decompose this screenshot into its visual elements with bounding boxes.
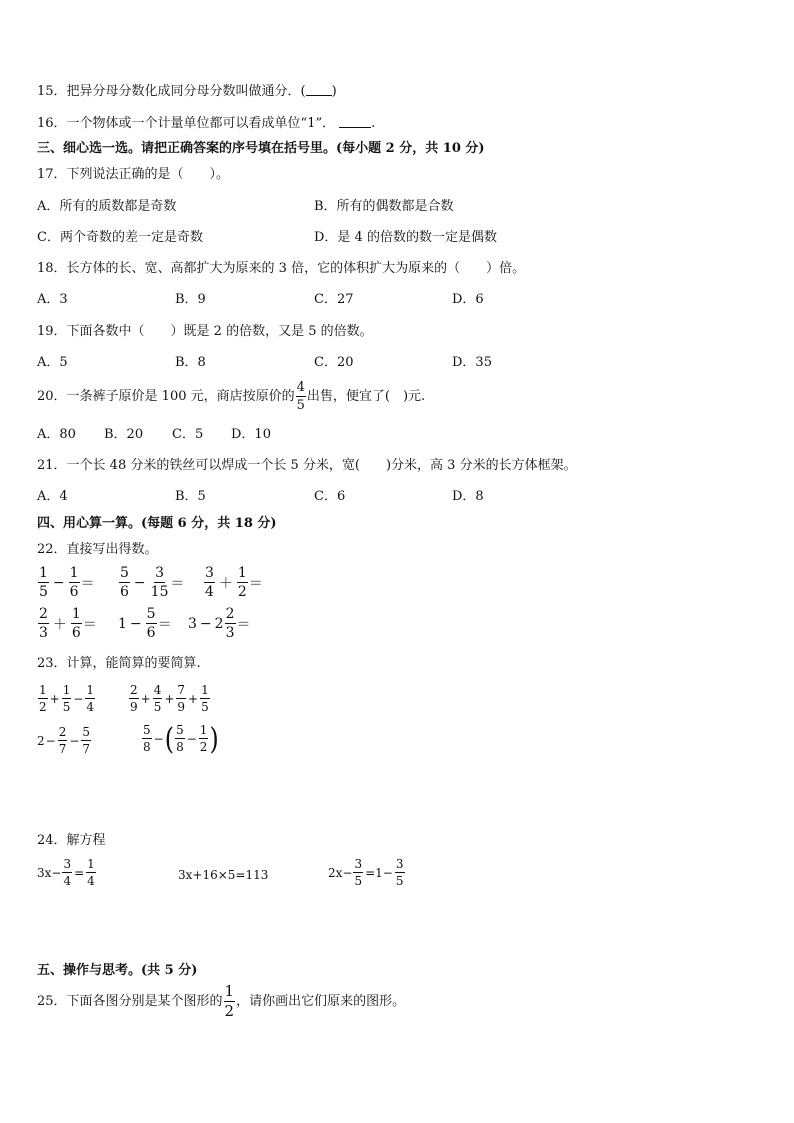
expression: $\frac{5}{6}$ − $\frac{3}{15}$ ＝ bbox=[120, 565, 185, 600]
option-d[interactable]: D．6 bbox=[452, 292, 484, 307]
option-b[interactable]: B．20 bbox=[104, 427, 144, 442]
answer-blank[interactable] bbox=[339, 114, 371, 128]
section-5-heading: 五、操作与思考。(共 5 分) bbox=[37, 963, 198, 978]
option-c[interactable]: C．两个奇数的差一定是奇数 bbox=[37, 230, 203, 245]
expression: $\frac{3}{4}$ ＋ $\frac{1}{2}$ ＝ bbox=[205, 565, 263, 600]
expression: 1 − $\frac{5}{6}$ ＝ bbox=[118, 606, 172, 641]
section-4-heading: 四、用心算一算。(每题 6 分，共 18 分) bbox=[37, 516, 277, 531]
equation: 3x+16×5=113 bbox=[178, 868, 269, 882]
answer-blank[interactable] bbox=[306, 82, 332, 96]
left-paren: ( bbox=[164, 721, 175, 756]
question-16: 16．一个物体或一个计量单位都可以看成单位“1”． . bbox=[37, 116, 376, 131]
section-3-heading: 三、细心选一选。请把正确答案的序号填在括号里。(每小题 2 分，共 10 分) bbox=[37, 141, 485, 156]
expression: 2 − $\frac{2}{7}$ − $\frac{5}{7}$ bbox=[37, 725, 91, 756]
option-a[interactable]: A．所有的质数都是奇数 bbox=[37, 199, 177, 214]
option-b[interactable]: B．9 bbox=[175, 292, 206, 307]
option-c[interactable]: C．6 bbox=[314, 489, 346, 504]
expression: 3 − 2 $\frac{2}{3}$ ＝ bbox=[188, 606, 251, 641]
option-a[interactable]: A．3 bbox=[37, 292, 68, 307]
question-19-stem: 19．下面各数中（ ）既是 2 的倍数，又是 5 的倍数。 bbox=[37, 324, 373, 339]
option-d[interactable]: D．10 bbox=[231, 427, 271, 442]
question-21-stem: 21．一个长 48 分米的铁丝可以焊成一个长 5 分米，宽( )分米，高 3 分米的长方体框架。 bbox=[37, 458, 577, 473]
expression: $\frac{1}{5}$ − $\frac{1}{6}$ ＝ bbox=[39, 565, 95, 600]
question-18-stem: 18．长方体的长、宽、高都扩大为原来的 3 倍，它的体积扩大为原来的（ ）倍。 bbox=[37, 261, 526, 276]
option-b[interactable]: B．5 bbox=[175, 489, 206, 504]
question-23-stem: 23．计算，能简算的要简算. bbox=[37, 656, 201, 671]
option-c[interactable]: C．20 bbox=[314, 355, 354, 370]
option-a[interactable]: A．80 bbox=[37, 427, 76, 442]
option-d[interactable]: D．8 bbox=[452, 489, 484, 504]
equation: 3x− $\frac{3}{4}$ = $\frac{1}{4}$ bbox=[37, 857, 95, 888]
expression: $\frac{5}{8}$ − ( $\frac{5}{8}$ − $\frac{1}{2}$ ) bbox=[143, 721, 219, 756]
expression: $\frac{2}{9}$ + $\frac{4}{5}$ + $\frac{7}{9}$ + $\frac{1}{5}$ bbox=[130, 683, 209, 714]
question-20-stem: 20．一条裤子原价是 100 元，商店按原价的 $\frac{4}{5}$ 出售，便宜了( )元. bbox=[37, 380, 426, 413]
option-c[interactable]: C．27 bbox=[314, 292, 354, 307]
option-b[interactable]: B．所有的偶数都是合数 bbox=[314, 199, 454, 214]
question-15-text: 15．把异分母分数化成同分母分数叫做通分．( bbox=[37, 84, 306, 99]
option-c[interactable]: C．5 bbox=[172, 427, 204, 442]
question-17-stem: 17．下列说法正确的是（ ）。 bbox=[37, 167, 230, 182]
option-a[interactable]: A．5 bbox=[37, 355, 68, 370]
expression: $\frac{2}{3}$ ＋ $\frac{1}{6}$ ＝ bbox=[39, 606, 97, 641]
option-d[interactable]: D．是 4 的倍数的数一定是偶数 bbox=[314, 230, 497, 245]
option-d[interactable]: D．35 bbox=[452, 355, 492, 370]
question-15: 15．把异分母分数化成同分母分数叫做通分．( ) bbox=[37, 84, 337, 99]
fraction: $\frac{4}{5}$ bbox=[296, 380, 305, 413]
expression: $\frac{1}{2}$ + $\frac{1}{5}$ − $\frac{1}{4}$ bbox=[39, 683, 95, 714]
equation: 2x− $\frac{3}{5}$ =1− $\frac{3}{5}$ bbox=[328, 857, 404, 888]
question-25-stem: 25．下面各图分别是某个图形的 $\frac{1}{2}$ ，请你画出它们原来的图形。 bbox=[37, 982, 406, 1020]
option-b[interactable]: B．8 bbox=[175, 355, 206, 370]
option-a[interactable]: A．4 bbox=[37, 489, 68, 504]
fraction: $\frac{1}{2}$ bbox=[224, 982, 235, 1020]
right-paren: ) bbox=[209, 721, 219, 756]
question-24-stem: 24．解方程 bbox=[37, 833, 106, 848]
question-22-stem: 22．直接写出得数。 bbox=[37, 542, 158, 557]
question-16-text: 16．一个物体或一个计量单位都可以看成单位“1”． bbox=[37, 116, 336, 131]
